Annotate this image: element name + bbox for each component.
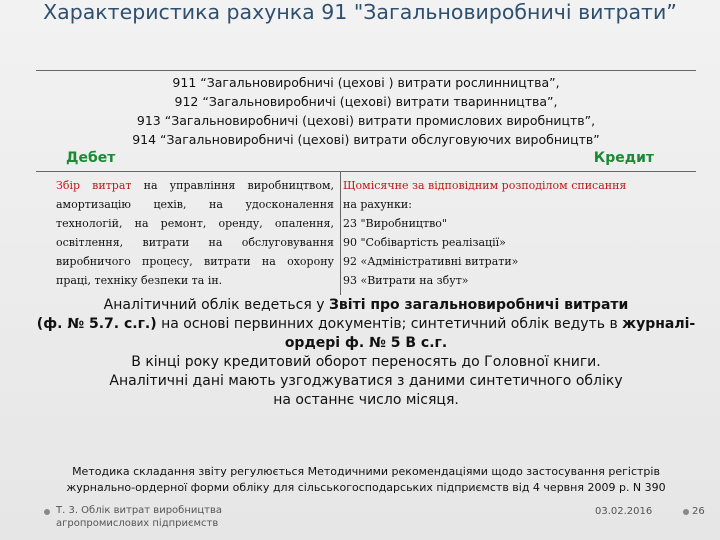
credit-description bbox=[343, 176, 693, 290]
debit-description bbox=[56, 176, 334, 290]
credit-item-23: 23 "Виробництво" bbox=[343, 217, 447, 230]
t-account-vertical-line bbox=[340, 171, 341, 295]
credit-item-92: 92 «Адміністративні витрати» bbox=[343, 255, 519, 268]
t-account-horizontal-line bbox=[36, 171, 696, 172]
analytic-para-4: Аналітичні дані мають узгоджуватися з даними синтетичного обліку bbox=[109, 373, 623, 389]
credit-highlight: Щомісячне за відповідним розподілом списання bbox=[343, 179, 627, 192]
debit-text: на управління виробництвом, амортизацію цехів, на удосконалення технологій, на ремонт, оренду, опалення, освітлення, витрати на обслуговування виробничого процесу, витрати на охорону праці, техніку безпеки та ін. bbox=[56, 179, 335, 287]
methodology-note: Методика складання звіту регулюється Методичними рекомендаціями щодо застосування регістрів журнально-ордерної форми обліку для сільськогосподарських підприємств від 4 червня 2009 р. N 390 bbox=[66, 465, 666, 494]
credit-label: Кредит bbox=[593, 150, 654, 166]
analytic-para-1 bbox=[36, 296, 696, 315]
analytic-para-5: на останнє число місяця. bbox=[273, 392, 459, 408]
form-number: (ф. № 5.7. с.г.) bbox=[36, 316, 157, 332]
sub-account-913: 913 “Загальновиробничі (цехові) витрати промислових виробництв”, bbox=[136, 113, 596, 128]
credit-lead: на рахунки: bbox=[343, 198, 412, 211]
analytic-para-3: В кінці року кредитовий оборот переносять до Головної книги. bbox=[131, 354, 601, 370]
sub-account-912: 912 “Загальновиробничі (цехові) витрати тваринництва”, bbox=[174, 94, 558, 109]
slide-title: Характеристика рахунка 91 "Загальновиробничі витрати” bbox=[43, 0, 677, 24]
footer-date: 03.02.2016 bbox=[595, 506, 653, 517]
journal-order-name: журналі-ордері ф. № 5 В с.г. bbox=[284, 316, 696, 351]
debit-label: Дебет bbox=[66, 150, 116, 166]
analytic-accounting-text bbox=[36, 296, 696, 410]
footer-bullet-right bbox=[683, 509, 689, 515]
analytic-text-1a: Аналітичний облік ведеться у bbox=[103, 297, 329, 313]
sub-account-914: 914 “Загальновиробничі (цехові) витрати обслуговуючих виробництв” bbox=[132, 132, 600, 147]
credit-item-90: 90 "Собівартість реалізації» bbox=[343, 236, 506, 249]
slide-number: 26 bbox=[692, 506, 705, 517]
footer-course-title: Т. 3. Облік витрат виробництва агропромислових підприємств bbox=[56, 505, 223, 529]
sub-accounts-list bbox=[36, 73, 696, 149]
report-name: Звіті про загальновиробничі витрати bbox=[328, 297, 629, 313]
analytic-para-2 bbox=[36, 315, 696, 353]
top-divider bbox=[36, 70, 696, 71]
footer-bullet-left bbox=[44, 509, 50, 515]
debit-highlight: Збір витрат bbox=[56, 179, 132, 192]
sub-account-911: 911 “Загальновиробничі (цехові ) витрати рослинництва”, bbox=[172, 75, 560, 90]
analytic-text-2b: на основі первинних документів; синтетичний облік ведуть в bbox=[156, 316, 623, 332]
credit-item-93: 93 «Витрати на збут» bbox=[343, 274, 469, 287]
